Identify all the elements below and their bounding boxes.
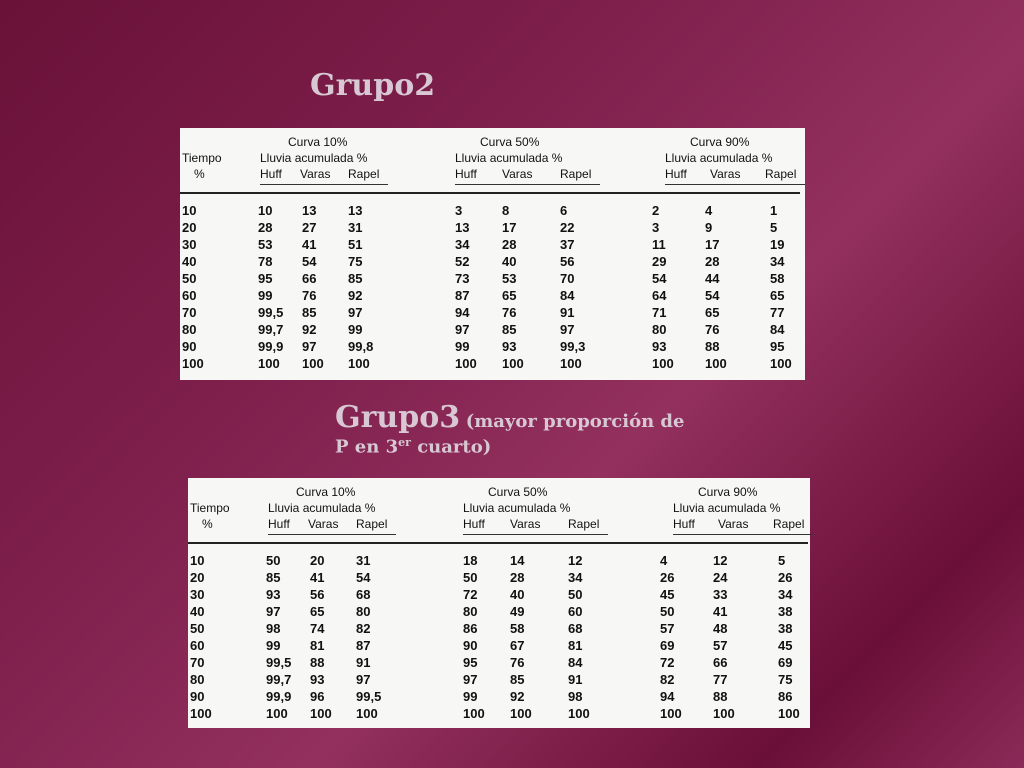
- table-cell: 33: [713, 587, 728, 602]
- group3-subtitle-part3: cuarto): [410, 436, 492, 458]
- table-cell: 14: [510, 553, 525, 568]
- header-huff: Huff: [455, 167, 477, 181]
- header-tiempo: Tiempo: [190, 501, 230, 515]
- table-cell: 84: [568, 655, 583, 670]
- table-cell: 100: [455, 356, 477, 371]
- table-cell: 70: [560, 271, 575, 286]
- table-cell: 65: [502, 288, 517, 303]
- header-lluvia-acumulada: Lluvia acumulada %: [455, 151, 563, 165]
- table-cell: 18: [463, 553, 478, 568]
- table-cell: 34: [770, 254, 785, 269]
- table-cell: 99,7: [266, 672, 292, 687]
- table-cell: 53: [258, 237, 273, 252]
- table-cell: 85: [348, 271, 363, 286]
- table-cell: 58: [510, 621, 525, 636]
- table-cell: 97: [302, 339, 317, 354]
- table-cell: 92: [510, 689, 525, 704]
- table-cell: 97: [455, 322, 470, 337]
- table-cell: 100: [660, 706, 682, 721]
- table-cell: 26: [660, 570, 675, 585]
- table-cell: 60: [190, 638, 205, 653]
- table-cell: 50: [463, 570, 478, 585]
- table-cell: 13: [455, 220, 470, 235]
- table-cell: 76: [502, 305, 517, 320]
- table-cell: 54: [302, 254, 317, 269]
- table-cell: 30: [190, 587, 205, 602]
- table-cell: 78: [258, 254, 273, 269]
- table-cell: 2: [652, 203, 660, 218]
- table-cell: 99,5: [356, 689, 382, 704]
- table-cell: 100: [568, 706, 590, 721]
- table-cell: 11: [652, 237, 666, 252]
- table-cell: 29: [652, 254, 667, 269]
- table-cell: 99: [455, 339, 470, 354]
- table-cell: 45: [778, 638, 793, 653]
- table-cell: 88: [713, 689, 728, 704]
- table-cell: 100: [652, 356, 674, 371]
- header-varas: Varas: [718, 517, 749, 531]
- table-cell: 5: [778, 553, 786, 568]
- table-cell: 80: [463, 604, 478, 619]
- table-cell: 40: [502, 254, 517, 269]
- table-cell: 3: [455, 203, 463, 218]
- table-cell: 50: [266, 553, 281, 568]
- table-cell: 81: [310, 638, 325, 653]
- table-cell: 80: [652, 322, 667, 337]
- table-cell: 19: [770, 237, 785, 252]
- header-underline: [463, 534, 608, 535]
- table-cell: 100: [190, 706, 212, 721]
- table-cell: 22: [560, 220, 575, 235]
- table-cell: 86: [778, 689, 793, 704]
- table-cell: 70: [182, 305, 197, 320]
- header-huff: Huff: [673, 517, 695, 531]
- table-cell: 13: [302, 203, 317, 218]
- table-cell: 64: [652, 288, 667, 303]
- table-cell: 93: [310, 672, 325, 687]
- table-cell: 54: [652, 271, 667, 286]
- table-cell: 92: [348, 288, 363, 303]
- table-cell: 38: [778, 604, 793, 619]
- header-lluvia-acumulada: Lluvia acumulada %: [260, 151, 368, 165]
- table-cell: 80: [356, 604, 371, 619]
- table-cell: 97: [560, 322, 575, 337]
- table-cell: 85: [302, 305, 317, 320]
- table-cell: 99,7: [258, 322, 284, 337]
- table-cell: 74: [310, 621, 325, 636]
- table-cell: 5: [770, 220, 778, 235]
- table-cell: 10: [258, 203, 273, 218]
- table-cell: 98: [266, 621, 281, 636]
- table-cell: 50: [182, 271, 197, 286]
- table-cell: 97: [463, 672, 478, 687]
- table-cell: 68: [356, 587, 371, 602]
- table-cell: 50: [660, 604, 675, 619]
- header-huff: Huff: [260, 167, 282, 181]
- header-lluvia-acumulada: Lluvia acumulada %: [665, 151, 773, 165]
- header-curva50: Curva 50%: [480, 135, 540, 149]
- header-curva10: Curva 10%: [288, 135, 348, 149]
- table-cell: 56: [560, 254, 575, 269]
- table-cell: 20: [182, 220, 197, 235]
- table-cell: 52: [455, 254, 470, 269]
- table-cell: 65: [705, 305, 720, 320]
- table-cell: 41: [713, 604, 728, 619]
- table-cell: 28: [502, 237, 517, 252]
- table-cell: 45: [660, 587, 675, 602]
- table-cell: 26: [778, 570, 793, 585]
- table-cell: 91: [560, 305, 575, 320]
- table-cell: 100: [258, 356, 280, 371]
- table-cell: 93: [502, 339, 517, 354]
- header-varas: Varas: [300, 167, 331, 181]
- header-tiempo: Tiempo: [182, 151, 222, 165]
- table-cell: 75: [778, 672, 793, 687]
- table-cell: 69: [660, 638, 675, 653]
- header-curva50: Curva 50%: [488, 485, 548, 499]
- table-cell: 82: [356, 621, 371, 636]
- table-cell: 85: [510, 672, 525, 687]
- table-cell: 93: [266, 587, 281, 602]
- header-percent: %: [202, 517, 213, 531]
- table-cell: 17: [502, 220, 517, 235]
- group2-title: Grupo2: [310, 68, 436, 103]
- group2-table: [180, 128, 805, 380]
- table-cell: 54: [356, 570, 371, 585]
- table-cell: 85: [502, 322, 517, 337]
- group3-subtitle-sup: er: [398, 436, 411, 449]
- table-cell: 100: [348, 356, 370, 371]
- table-cell: 87: [455, 288, 470, 303]
- table-cell: 94: [455, 305, 470, 320]
- table-cell: 90: [190, 689, 205, 704]
- table-cell: 99,3: [560, 339, 586, 354]
- table-cell: 99,8: [348, 339, 374, 354]
- table-cell: 100: [302, 356, 324, 371]
- group3-subtitle-part2: P en 3: [335, 436, 399, 458]
- table-cell: 28: [258, 220, 273, 235]
- table-cell: 100: [560, 356, 582, 371]
- header-underline: [665, 184, 805, 185]
- table-cell: 4: [705, 203, 713, 218]
- table-cell: 97: [356, 672, 371, 687]
- table-cell: 100: [770, 356, 792, 371]
- table-cell: 97: [266, 604, 281, 619]
- header-huff: Huff: [463, 517, 485, 531]
- header-curva10: Curva 10%: [296, 485, 356, 499]
- table-cell: 13: [348, 203, 363, 218]
- table-cell: 82: [660, 672, 675, 687]
- table-cell: 90: [463, 638, 478, 653]
- table-cell: 31: [348, 220, 363, 235]
- table-cell: 68: [568, 621, 583, 636]
- table-cell: 80: [190, 672, 205, 687]
- table-cell: 100: [510, 706, 532, 721]
- table-cell: 69: [778, 655, 793, 670]
- table-cell: 100: [705, 356, 727, 371]
- header-rapel: Rapel: [348, 167, 380, 181]
- table-cell: 51: [348, 237, 363, 252]
- header-rapel: Rapel: [773, 517, 805, 531]
- table-cell: 20: [190, 570, 205, 585]
- table-cell: 99: [258, 288, 273, 303]
- table-cell: 92: [302, 322, 317, 337]
- header-rapel: Rapel: [765, 167, 797, 181]
- table-cell: 97: [348, 305, 363, 320]
- table-cell: 6: [560, 203, 568, 218]
- table-cell: 100: [713, 706, 735, 721]
- header-underline: [260, 184, 388, 185]
- table-cell: 100: [266, 706, 288, 721]
- table-cell: 71: [652, 305, 667, 320]
- table-cell: 37: [560, 237, 575, 252]
- table-cell: 99: [463, 689, 478, 704]
- table-cell: 73: [455, 271, 470, 286]
- header-curva90: Curva 90%: [690, 135, 750, 149]
- table-cell: 96: [310, 689, 325, 704]
- table-cell: 60: [182, 288, 197, 303]
- table-cell: 56: [310, 587, 325, 602]
- table-cell: 75: [348, 254, 363, 269]
- table-cell: 86: [463, 621, 478, 636]
- table-cell: 85: [266, 570, 281, 585]
- header-lluvia-acumulada: Lluvia acumulada %: [463, 501, 571, 515]
- header-rule: [180, 192, 800, 194]
- table-cell: 67: [510, 638, 525, 653]
- group3-subtitle-part1: (mayor proporción de: [465, 411, 685, 432]
- table-cell: 99,5: [258, 305, 284, 320]
- table-cell: 76: [705, 322, 720, 337]
- table-cell: 27: [302, 220, 317, 235]
- table-cell: 87: [356, 638, 371, 653]
- table-cell: 10: [182, 203, 197, 218]
- table-cell: 34: [778, 587, 793, 602]
- table-cell: 31: [356, 553, 371, 568]
- table-cell: 95: [258, 271, 273, 286]
- table-cell: 24: [713, 570, 728, 585]
- group3-title-block: [335, 400, 755, 458]
- table-cell: 72: [463, 587, 478, 602]
- header-varas: Varas: [510, 517, 541, 531]
- table-cell: 90: [182, 339, 197, 354]
- table-cell: 77: [770, 305, 785, 320]
- header-underline: [268, 534, 396, 535]
- header-huff: Huff: [268, 517, 290, 531]
- table-cell: 28: [705, 254, 720, 269]
- table-cell: 95: [770, 339, 785, 354]
- table-cell: 4: [660, 553, 668, 568]
- table-cell: 76: [510, 655, 525, 670]
- table-cell: 44: [705, 271, 720, 286]
- table-cell: 40: [510, 587, 525, 602]
- table-cell: 50: [190, 621, 205, 636]
- table-cell: 28: [510, 570, 525, 585]
- table-cell: 98: [568, 689, 583, 704]
- table-cell: 66: [713, 655, 728, 670]
- table-cell: 34: [568, 570, 583, 585]
- header-huff: Huff: [665, 167, 687, 181]
- table-cell: 12: [568, 553, 583, 568]
- table-cell: 77: [713, 672, 728, 687]
- table-cell: 93: [652, 339, 667, 354]
- table-cell: 81: [568, 638, 583, 653]
- table-cell: 99: [348, 322, 363, 337]
- table-cell: 9: [705, 220, 713, 235]
- group3-table: [188, 478, 810, 728]
- table-cell: 100: [778, 706, 800, 721]
- table-cell: 99,5: [266, 655, 292, 670]
- header-lluvia-acumulada: Lluvia acumulada %: [673, 501, 781, 515]
- header-varas: Varas: [710, 167, 741, 181]
- table-cell: 99: [266, 638, 281, 653]
- table-cell: 58: [770, 271, 785, 286]
- table-cell: 66: [302, 271, 317, 286]
- header-rapel: Rapel: [560, 167, 592, 181]
- header-rapel: Rapel: [356, 517, 388, 531]
- table-cell: 88: [705, 339, 720, 354]
- table-cell: 50: [568, 587, 583, 602]
- header-underline: [455, 184, 600, 185]
- table-cell: 49: [510, 604, 525, 619]
- header-curva90: Curva 90%: [698, 485, 758, 499]
- table-cell: 38: [778, 621, 793, 636]
- table-cell: 91: [568, 672, 583, 687]
- header-rule: [188, 542, 808, 544]
- table-cell: 70: [190, 655, 205, 670]
- table-cell: 1: [770, 203, 778, 218]
- table-cell: 76: [302, 288, 317, 303]
- table-cell: 60: [568, 604, 583, 619]
- header-percent: %: [194, 167, 205, 181]
- table-cell: 95: [463, 655, 478, 670]
- table-cell: 17: [705, 237, 720, 252]
- table-cell: 41: [310, 570, 325, 585]
- table-cell: 72: [660, 655, 675, 670]
- table-cell: 100: [463, 706, 485, 721]
- table-cell: 57: [660, 621, 675, 636]
- table-cell: 99,9: [266, 689, 292, 704]
- table-cell: 20: [310, 553, 325, 568]
- header-rapel: Rapel: [568, 517, 600, 531]
- table-cell: 99,9: [258, 339, 284, 354]
- table-cell: 12: [713, 553, 728, 568]
- table-cell: 30: [182, 237, 197, 252]
- table-cell: 100: [310, 706, 332, 721]
- table-cell: 40: [190, 604, 205, 619]
- header-underline: [673, 534, 813, 535]
- table-cell: 53: [502, 271, 517, 286]
- table-cell: 34: [455, 237, 470, 252]
- table-cell: 54: [705, 288, 720, 303]
- header-varas: Varas: [502, 167, 533, 181]
- table-cell: 41: [302, 237, 317, 252]
- table-cell: 91: [356, 655, 371, 670]
- table-cell: 65: [310, 604, 325, 619]
- table-cell: 100: [356, 706, 378, 721]
- table-cell: 40: [182, 254, 197, 269]
- table-cell: 3: [652, 220, 660, 235]
- table-cell: 84: [770, 322, 785, 337]
- table-cell: 100: [502, 356, 524, 371]
- table-cell: 8: [502, 203, 510, 218]
- table-cell: 100: [182, 356, 204, 371]
- table-cell: 57: [713, 638, 728, 653]
- table-cell: 48: [713, 621, 728, 636]
- table-cell: 10: [190, 553, 205, 568]
- table-cell: 65: [770, 288, 785, 303]
- table-cell: 94: [660, 689, 675, 704]
- table-cell: 84: [560, 288, 575, 303]
- group3-title: Grupo3: [335, 400, 461, 435]
- table-cell: 88: [310, 655, 325, 670]
- table-cell: 80: [182, 322, 197, 337]
- header-varas: Varas: [308, 517, 339, 531]
- header-lluvia-acumulada: Lluvia acumulada %: [268, 501, 376, 515]
